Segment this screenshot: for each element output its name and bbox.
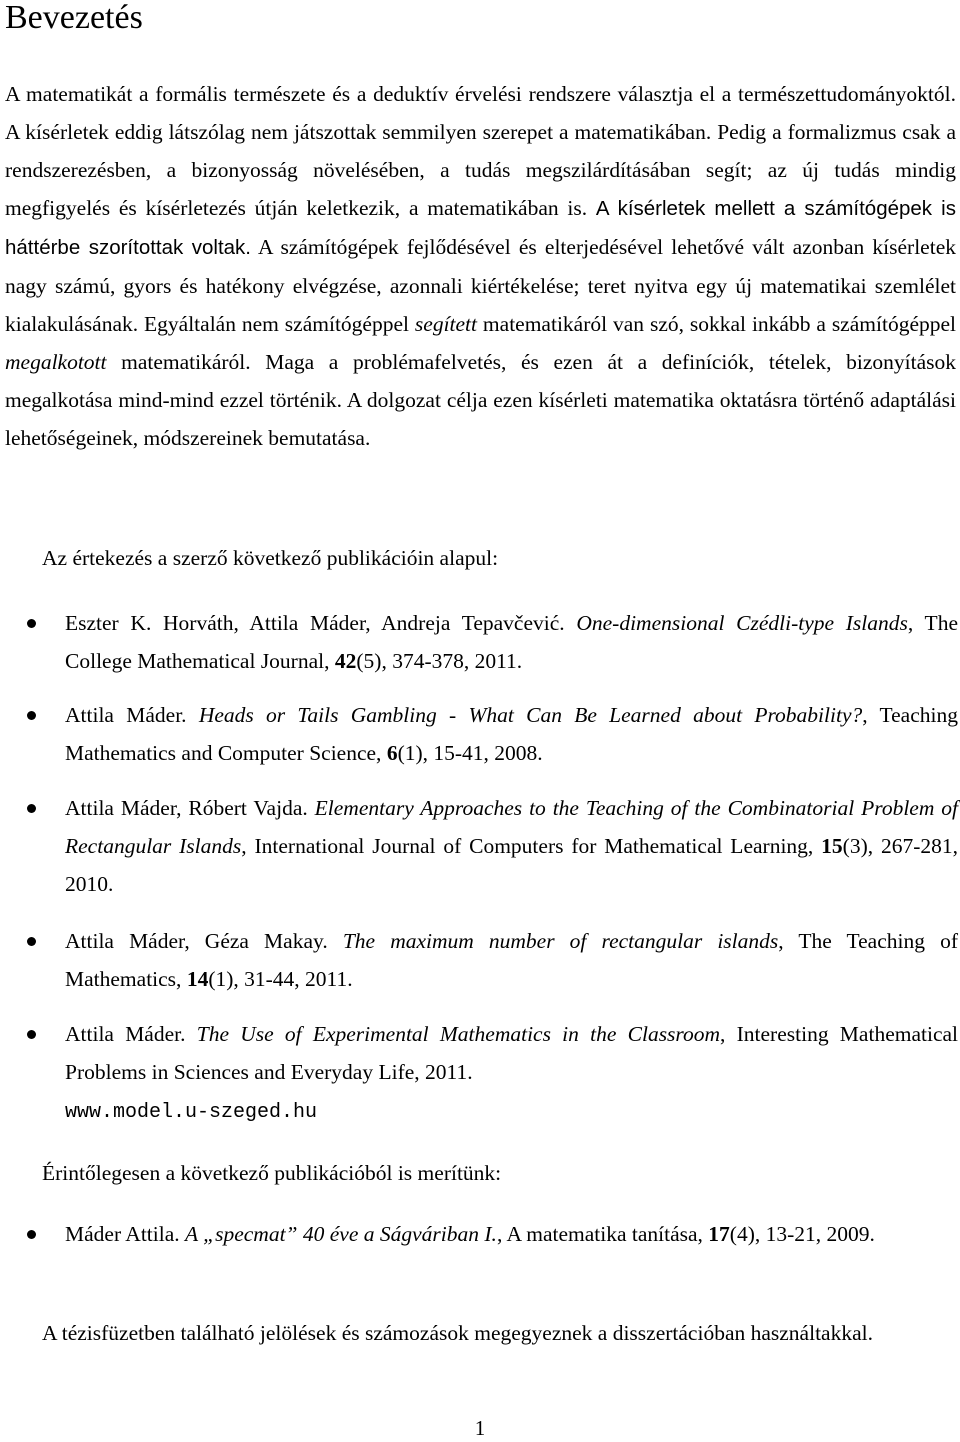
bullet-icon [27, 1230, 36, 1239]
pub-details: (4), 13-21, 2009. [729, 1222, 875, 1246]
pub-title: One-dimensional Czédli-type Islands [576, 611, 908, 635]
pub-venue: , The Teaching of Mathematics, [65, 929, 958, 991]
pub-volume: 14 [186, 967, 209, 991]
pub-title: A „specmat” 40 éve a Ságváriban I. [185, 1222, 497, 1246]
intro-text-4: matematikáról van szó, sokkal inkább a számítógéppel [477, 312, 957, 336]
pub-details: (5), 374-378, 2011. [356, 649, 523, 673]
pub-url: www.model.u-szeged.hu [65, 1101, 318, 1124]
pub-volume: 42 [334, 649, 357, 673]
closing-paragraph: A tézisfüzetben található jelölések és számozások megegyeznek a disszertációban használtakkal. [42, 1321, 873, 1345]
pub-details: (1), 31-44, 2011. [208, 967, 353, 991]
pub-authors: Attila Máder, Géza Makay. [65, 929, 343, 953]
intro-paragraph [5, 75, 956, 535]
pub-title: The maximum number of rectangular islands [342, 929, 779, 953]
pub-details: (1), 15-41, 2008. [397, 741, 543, 765]
pub-authors: Attila Máder, Róbert Vajda. [65, 796, 315, 820]
pub-authors: Eszter K. Horváth, Attila Máder, Andreja Tepavčević. [65, 611, 577, 635]
pub-volume: 15 [821, 834, 843, 858]
pub-volume: 6 [386, 741, 398, 765]
pub-volume: 17 [708, 1222, 730, 1246]
intro-text-5: matematikáról. Maga a problémafelvetés, és ezen át a definíciók, tételek, bizonyítások megalkotása mind-mind ezzel történik. A dolgozat célja ezen kísérleti matematika oktatásra történő adaptálási lehetőségeinek, módszereinek bemutatása. [5, 350, 956, 450]
publication-entry [65, 1215, 958, 1253]
publication-entry [65, 922, 958, 998]
pub-title: Heads or Tails Gambling - What Can Be Learned about Probability? [198, 703, 863, 727]
bullet-icon [27, 804, 36, 813]
publication-entry [65, 696, 958, 772]
publication-entry [65, 1015, 958, 1132]
bullet-icon [27, 619, 36, 628]
pub-title: The Use of Experimental Mathematics in the Classroom [196, 1022, 721, 1046]
pub-venue: , International Journal of Computers for Mathematical Learning, [241, 834, 822, 858]
pub-authors: Attila Máder. [65, 1022, 197, 1046]
pub-authors: Máder Attila. [65, 1222, 186, 1246]
basis-note: Az értekezés a szerző következő publikációin alapul: [42, 546, 499, 570]
pub-venue: , Teaching Mathematics and Computer Science, [65, 703, 958, 765]
section-heading: Bevezetés [5, 0, 143, 36]
pub-venue: , Interesting Mathematical Problems in Sciences and Everyday Life, 2011. [65, 1022, 959, 1084]
intro-text-1: A matematikát a formális természete és a deduktív érvelési rendszere választja el a természettudományoktól. A kísérletek eddig látszólag nem játszottak semmilyen szerepet a matematikában. Pedig a formalizmus csak a rendszerezésben, a bizonyosság növelésében, a tudás megszilárdításában segít; az új tudás mindig megfigyelés és kísérletezés útján keletkezik, a matematikában is. [5, 82, 956, 220]
intro-emphasis-2: megalkotott [5, 350, 107, 374]
page-number: 1 [474, 1416, 486, 1440]
secondary-note: Érintőlegesen a következő publikációból is merítünk: [42, 1161, 502, 1185]
intro-emphasis-1: segített [414, 312, 478, 336]
publication-entry [65, 604, 958, 680]
intro-text-3: A számítógépek fejlődésével és elterjedésével lehetővé vált azonban kísérletek nagy számú, gyors és hatékony elvégzése, azonnali kiértékelése; teret nyitva egy új matematikai szemlélet kialakulásának. Egyáltalán nem számítógéppel [5, 235, 956, 336]
bullet-icon [27, 1030, 36, 1039]
pub-details: (3), 267-281, 2010. [65, 834, 958, 896]
pub-title: Elementary Approaches to the Teaching of the Combinatorial Problem of Rectangular Islands [65, 796, 958, 858]
publication-entry [65, 789, 958, 903]
intro-text-2: A kísérletek mellett a számítógépek is háttérbe szorítottak voltak. [5, 197, 956, 259]
bullet-icon [27, 937, 36, 946]
bullet-icon [27, 711, 36, 720]
pub-venue: , The College Mathematical Journal, [65, 611, 958, 673]
pub-authors: Attila Máder. [65, 703, 199, 727]
pub-venue: , A matematika tanítása, [496, 1222, 709, 1246]
